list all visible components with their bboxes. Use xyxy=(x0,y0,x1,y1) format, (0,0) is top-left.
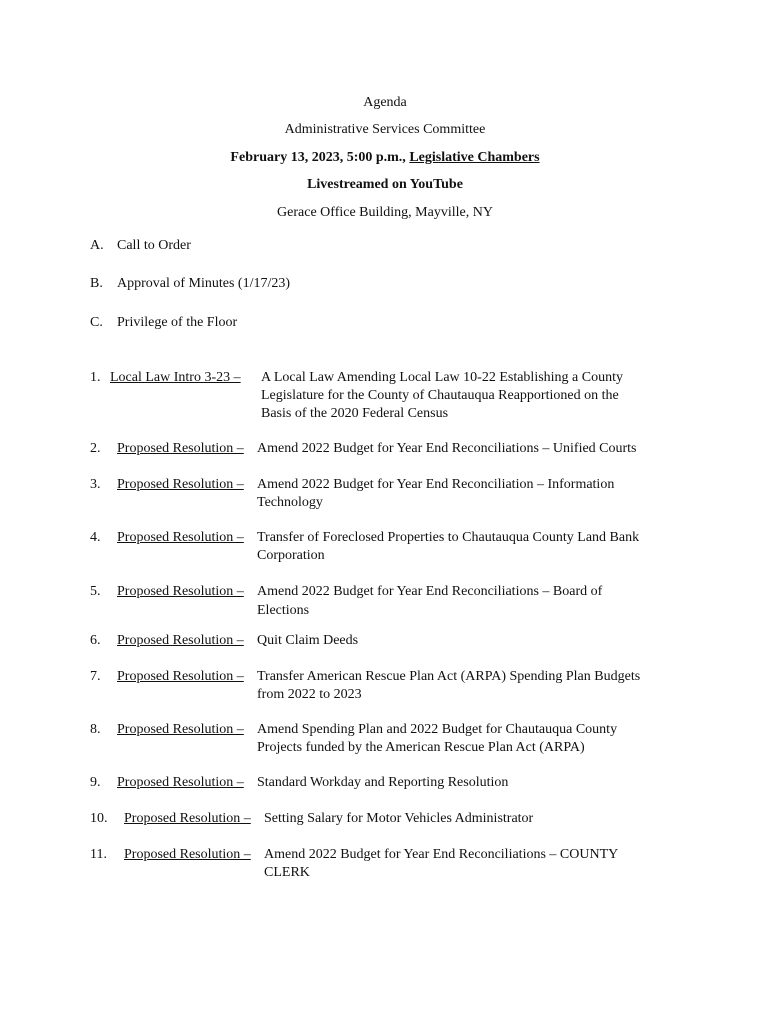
section-privilege-of-floor xyxy=(90,314,237,332)
meeting-date-location xyxy=(0,149,770,167)
item-number: 1. xyxy=(90,370,101,385)
section-letter: A. xyxy=(90,238,104,253)
section-approval-of-minutes xyxy=(90,275,290,293)
section-call-to-order xyxy=(90,237,191,255)
item-text-line: Transfer American Rescue Plan Act (ARPA) Spending Plan Budgets xyxy=(257,669,641,684)
item-text-line: Quit Claim Deeds xyxy=(257,633,359,648)
item-number: 11. xyxy=(90,847,107,862)
item-text-line: Setting Salary for Motor Vehicles Administrator xyxy=(264,811,534,826)
item-number: 6. xyxy=(90,633,101,648)
item-text-line: from 2022 to 2023 xyxy=(257,687,362,702)
section-letter: C. xyxy=(90,315,103,330)
item-number: 7. xyxy=(90,669,101,684)
item-number: 10. xyxy=(90,811,108,826)
item-text-line: Elections xyxy=(257,603,310,618)
item-label: Proposed Resolution – xyxy=(117,722,244,737)
item-text-line: Standard Workday and Reporting Resolution xyxy=(257,775,509,790)
item-label: Proposed Resolution – xyxy=(117,584,244,599)
item-number: 4. xyxy=(90,530,101,545)
item-number: 3. xyxy=(90,477,101,492)
item-text-line: Legislature for the County of Chautauqua Reapportioned on the xyxy=(261,388,619,403)
item-label: Proposed Resolution – xyxy=(117,633,244,648)
item-text-line: Technology xyxy=(257,495,323,510)
item-label: Proposed Resolution – xyxy=(117,477,244,492)
livestream-note: Livestreamed on YouTube xyxy=(307,177,463,192)
agenda-title: Agenda xyxy=(363,95,407,110)
item-number: 2. xyxy=(90,441,101,456)
meeting-place: Legislative Chambers xyxy=(409,150,540,165)
item-text-line: Corporation xyxy=(257,548,325,563)
item-label: Proposed Resolution – xyxy=(117,530,244,545)
building-address: Gerace Office Building, Mayville, NY xyxy=(277,205,493,220)
item-number: 8. xyxy=(90,722,101,737)
item-label: Proposed Resolution – xyxy=(124,847,251,862)
item-label: Proposed Resolution – xyxy=(117,669,244,684)
item-label: Proposed Resolution – xyxy=(117,775,244,790)
item-text-line: Amend 2022 Budget for Year End Reconciliations – Board of xyxy=(257,584,603,599)
committee-name: Administrative Services Committee xyxy=(284,122,486,137)
section-text: Privilege of the Floor xyxy=(117,315,238,330)
section-text: Approval of Minutes (1/17/23) xyxy=(117,276,291,291)
item-label: Proposed Resolution – xyxy=(117,441,244,456)
item-number: 9. xyxy=(90,775,101,790)
item-text-line: Transfer of Foreclosed Properties to Chautauqua County Land Bank xyxy=(257,530,640,545)
item-text-line: A Local Law Amending Local Law 10-22 Establishing a County xyxy=(261,370,623,385)
item-text-line: Amend Spending Plan and 2022 Budget for Chautauqua County xyxy=(257,722,618,737)
item-label: Local Law Intro 3-23 – xyxy=(110,370,241,385)
section-text: Call to Order xyxy=(117,238,191,253)
item-number: 5. xyxy=(90,584,101,599)
section-letter: B. xyxy=(90,276,103,291)
item-text-line: Amend 2022 Budget for Year End Reconciliation – Information xyxy=(257,477,615,492)
meeting-date: February 13, 2023, 5:00 p.m., xyxy=(230,150,410,165)
item-label: Proposed Resolution – xyxy=(124,811,251,826)
item-text-line: Projects funded by the American Rescue Plan Act (ARPA) xyxy=(257,740,585,755)
item-text-line: CLERK xyxy=(264,865,310,880)
item-text-line: Amend 2022 Budget for Year End Reconciliations – COUNTY xyxy=(264,847,619,862)
item-text-line: Basis of the 2020 Federal Census xyxy=(261,406,449,421)
item-text-line: Amend 2022 Budget for Year End Reconciliations – Unified Courts xyxy=(257,441,637,456)
